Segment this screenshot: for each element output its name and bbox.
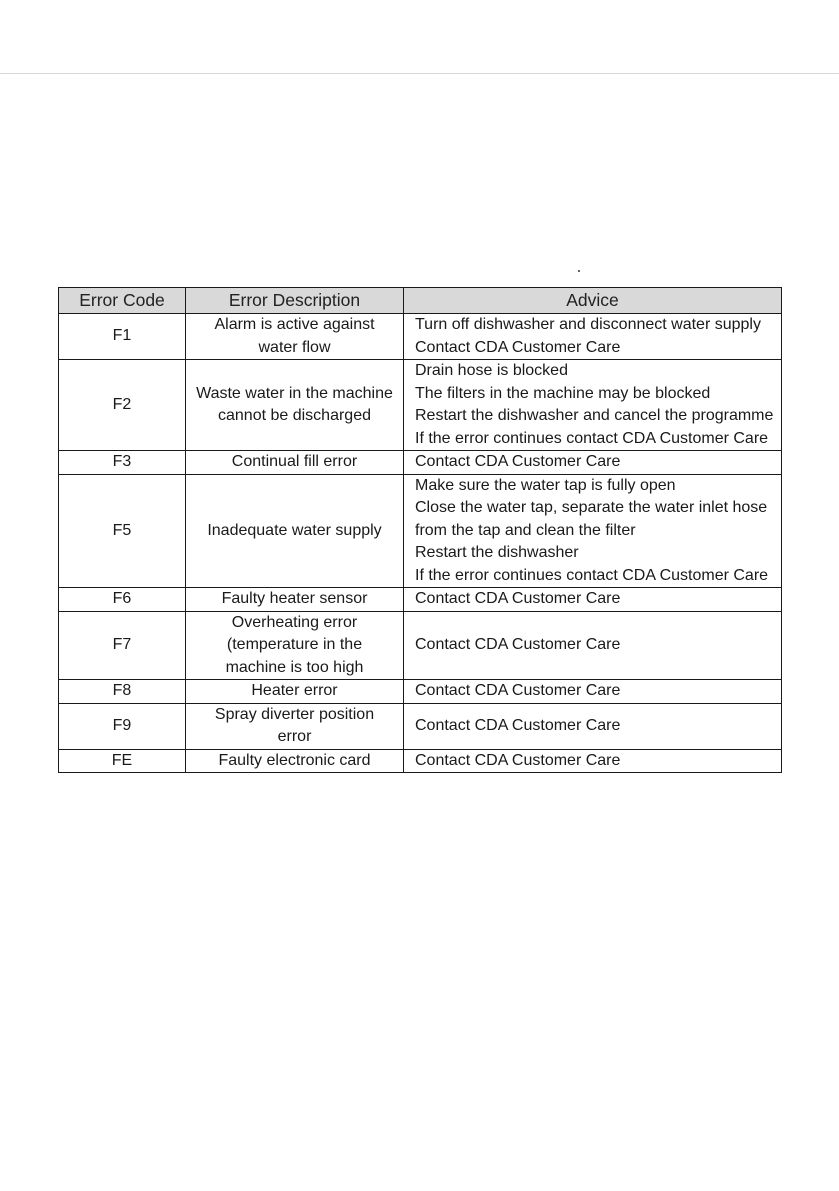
error-code-table (58, 287, 782, 773)
advice-cell (404, 680, 782, 704)
table-row (59, 703, 782, 749)
advice-line: Contact CDA Customer Care (415, 682, 621, 699)
advice-cell (404, 360, 782, 451)
advice-cell (404, 611, 782, 680)
advice-line: Contact CDA Customer Care (415, 338, 621, 356)
advice-line: Contact CDA Customer Care (415, 636, 621, 653)
table-row (59, 474, 782, 588)
advice-line: Make sure the water tap is fully open (415, 476, 676, 494)
advice-line: Restart the dishwasher and cancel the programme (415, 407, 774, 424)
advice-cell (404, 451, 782, 475)
error-description-cell: Continual fill error (186, 451, 404, 475)
advice-cell (404, 588, 782, 612)
advice-line: Turn off dishwasher and disconnect water supply (415, 316, 761, 333)
advice-cell (404, 703, 782, 749)
header-error-description: Error Description (186, 288, 404, 314)
advice-line: The filters in the machine may be blocked (415, 384, 711, 402)
advice-cell (404, 749, 782, 773)
advice-cell (404, 474, 782, 588)
table-header-row (59, 288, 782, 314)
table-row (59, 314, 782, 360)
advice-line: If the error continues contact CDA Customer Care (415, 566, 769, 584)
advice-line: Drain hose is blocked (415, 362, 568, 379)
page-top-rule (0, 73, 839, 74)
header-advice: Advice (404, 288, 782, 314)
error-description-cell: Inadequate water supply (186, 474, 404, 588)
error-code-cell: F5 (59, 474, 186, 588)
error-code-cell: F3 (59, 451, 186, 475)
error-code-cell: FE (59, 749, 186, 773)
error-description-cell: Faulty heater sensor (186, 588, 404, 612)
error-description-cell: Waste water in the machine cannot be discharged (186, 360, 404, 451)
table-row (59, 360, 782, 451)
error-description-cell: Spray diverter position error (186, 703, 404, 749)
advice-line: Restart the dishwasher (415, 544, 579, 561)
advice-line: Contact CDA Customer Care (415, 716, 621, 734)
table-row (59, 588, 782, 612)
table-row (59, 749, 782, 773)
advice-line: Close the water tap, separate the water inlet hose from the tap and clean the filter (415, 499, 768, 539)
advice-line: Contact CDA Customer Care (415, 751, 621, 769)
table-row (59, 680, 782, 704)
advice-line: If the error continues contact CDA Customer Care (415, 429, 769, 447)
error-code-cell: F9 (59, 703, 186, 749)
advice-cell (404, 314, 782, 360)
error-code-cell: F8 (59, 680, 186, 704)
error-description-cell: Alarm is active against water flow (186, 314, 404, 360)
error-description-cell: Faulty electronic card (186, 749, 404, 773)
advice-line: Contact CDA Customer Care (415, 453, 621, 470)
error-code-cell: F2 (59, 360, 186, 451)
advice-line: Contact CDA Customer Care (415, 590, 621, 607)
error-description-cell: Heater error (186, 680, 404, 704)
table-row (59, 611, 782, 680)
error-code-cell: F7 (59, 611, 186, 680)
stray-dot (578, 270, 580, 272)
table-row (59, 451, 782, 475)
error-code-cell: F6 (59, 588, 186, 612)
error-description-cell: Overheating error (temperature in the machine is too high (186, 611, 404, 680)
error-code-cell: F1 (59, 314, 186, 360)
header-error-code: Error Code (59, 288, 186, 314)
